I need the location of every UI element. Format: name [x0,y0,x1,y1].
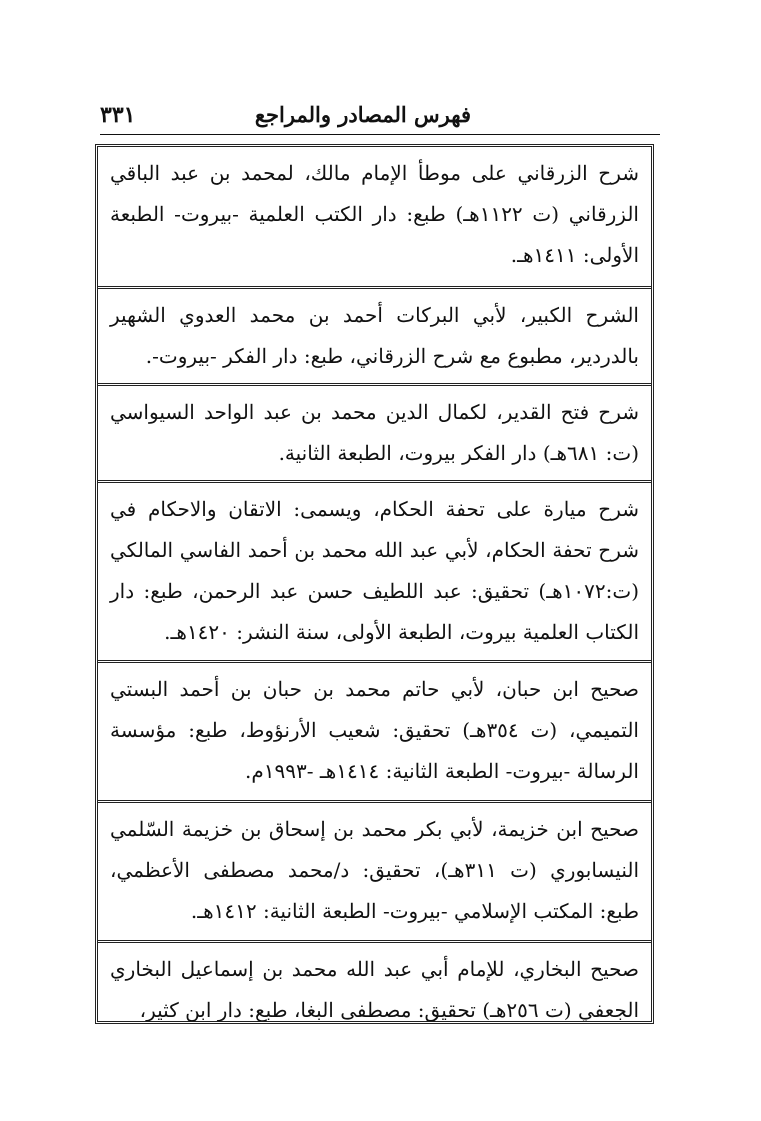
bibliography-table [95,144,654,1024]
page-number: ٣٣١ [100,102,136,128]
entry-text: صحيح ابن حبان، لأبي حاتم محمد بن حبان بن أحمد البستي التميمي، (ت ٣٥٤هـ) تحقيق: شعيب الأرنؤوط، طبع: مؤسسة الرسالة -بيروت- الطبعة الثانية: ١٤١٤هـ -١٩٩٣م. [110,677,639,783]
bibliography-entry [98,803,651,943]
bibliography-entry [98,386,651,483]
bibliography-entry [98,663,651,803]
entry-text: صحيح البخاري، للإمام أبي عبد الله محمد بن إسماعيل البخاري الجعفي (ت ٢٥٦هـ) تحقيق: مصطفى البغا، طبع: دار ابن كثير، [110,957,639,1022]
entry-text: شرح الزرقاني على موطأ الإمام مالك، لمحمد بن عبد الباقي الزرقاني (ت ١١٢٢هـ) طبع: دار الكتب العلمية -بيروت- الطبعة الأولى: ١٤١١هـ. [110,161,639,267]
entry-text: صحيح ابن خزيمة، لأبي بكر محمد بن إسحاق بن خزيمة السّلمي النيسابوري (ت ٣١١هـ)، تحقيق: د/محمد مصطفى الأعظمي، طبع: المكتب الإسلامي -بيروت- الطبعة الثانية: ١٤١٢هـ. [110,817,639,923]
entry-text: شرح ميارة على تحفة الحكام، ويسمى: الاتقان والاحكام في شرح تحفة الحكام، لأبي عبد الله محمد بن أحمد الفاسي المالكي (ت:١٠٧٢هـ) تحقيق: عبد اللطيف حسن عبد الرحمن، طبع: دار الكتاب العلمية بيروت، الطبعة الأولى، سنة النشر: ١٤٢٠هـ. [110,497,639,644]
entry-text: الشرح الكبير، لأبي البركات أحمد بن محمد العدوي الشهير بالدردير، مطبوع مع شرح الزرقاني، طبع: دار الفكر -بيروت-. [110,303,639,368]
bibliography-entry [98,483,651,663]
running-header [100,96,660,134]
bibliography-entry [98,147,651,289]
bibliography-entry [98,943,651,1024]
page-title: فهرس المصادر والمراجع [254,102,471,127]
entry-text: شرح فتح القدير، لكمال الدين محمد بن عبد الواحد السيواسي (ت: ٦٨١هـ) دار الفكر بيروت، الطبعة الثانية. [110,400,639,465]
bibliography-entry [98,289,651,386]
header-rule [100,134,660,135]
